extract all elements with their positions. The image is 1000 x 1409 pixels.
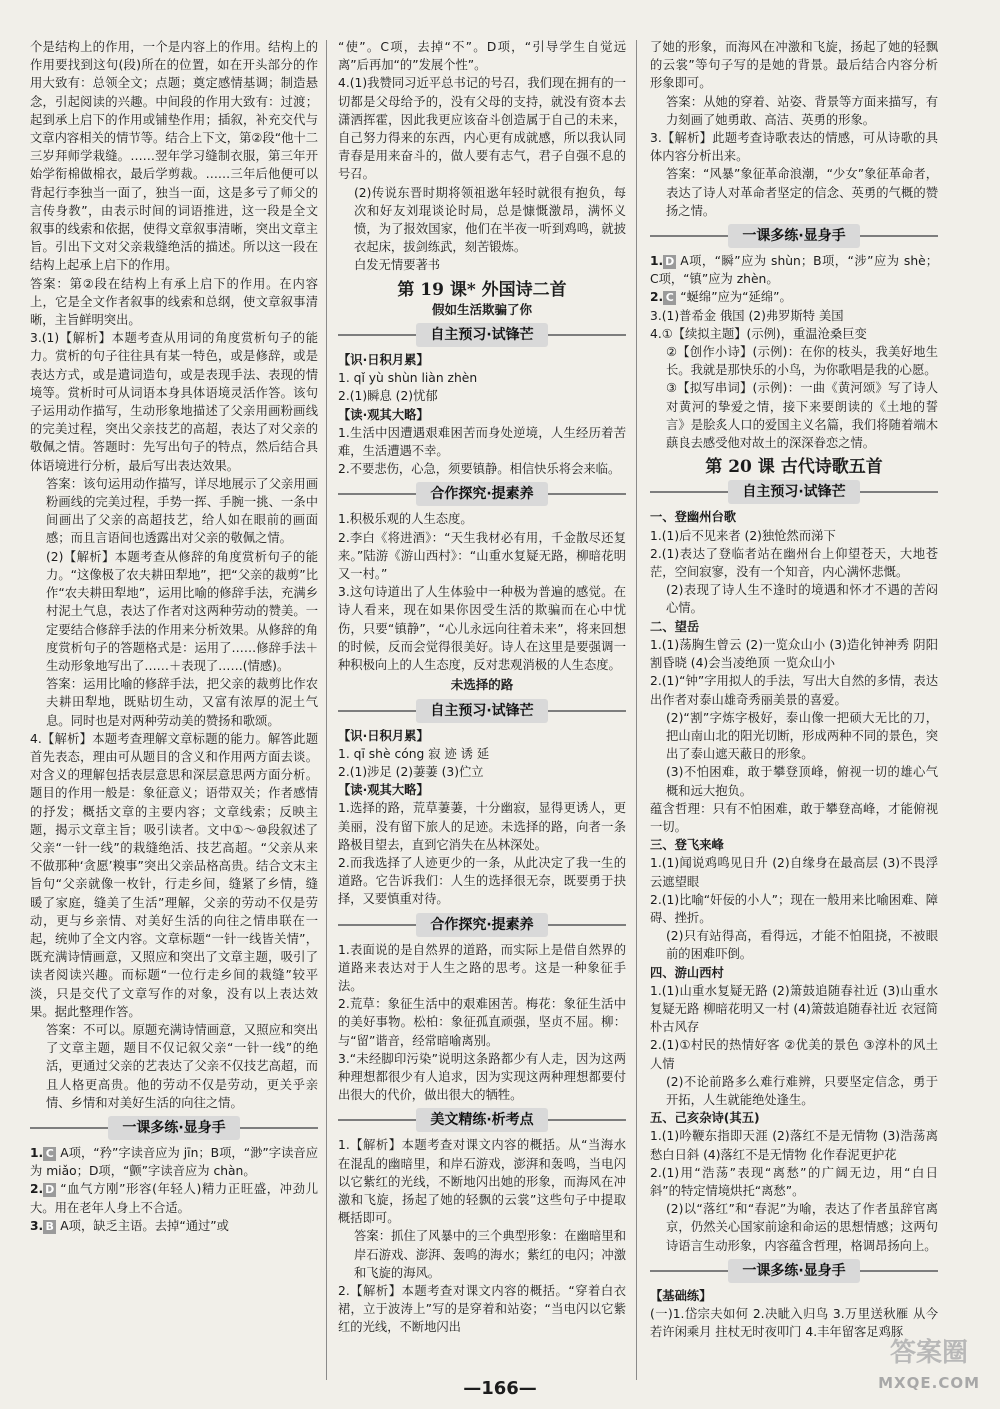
answer-line: 1.(1)后不见来者 (2)独怆然而涕下 [650,528,836,543]
answer-line: 2.(1)表达了登临者站在幽州台上仰望苍天，大地苍茫，空间寂寥，没有一个知音，内心满怀悲慨。 [650,546,938,580]
section-banner [650,224,938,248]
poem-title: 假如生活欺骗了你 [431,301,532,317]
answer-line: 1.选择的路，荒草萋萋，十分幽寂，显得更诱人，更美丽，没有留下旅人的足迹。未选择的路，向者一条路极目望去，直到它消失在丛林深处。 [338,801,626,852]
answer-choice-box: B [43,1220,56,1234]
answer-line: 1.(1)荡胸生曾云 (2)一览众山小 (3)造化钟神秀 阴阳割昏晓 (4)会当凌绝顶 一览众山小 [650,637,938,671]
poem-section-heading: 五、己亥杂诗(其五) [650,1111,760,1126]
banner-label: 自主预习·试锋芒 [728,480,859,504]
answer-line: 2.不要悲伤，心急，须要镇静。相信快乐将会来临。 [338,462,621,477]
answer-line: 2.(1)用“浩荡”表现“离愁”的广阔无边，用“白日斜”的特定情境烘托“离愁”。 [650,1165,938,1198]
subsection-heading: 【基础练】 [650,1288,712,1303]
section-banner [338,699,626,723]
poem-title: 未选择的路 [450,677,514,693]
column-right [650,38,938,1341]
answer-line: 1.(1)吟鞭东指即天涯 (2)落红不是无情物 (3)浩荡离愁白日斜 (4)落红不是无情物 化作春泥更护花 [650,1129,938,1162]
answer-line: 2.【解析】本题考查对课文内容的概括。“穿着白衣裙，立于波涛上”写的是穿着和站姿；“当电闪以它紫红的光线，不断地闪出 [338,1283,626,1335]
banner-label: 一课多练·显身手 [728,1259,859,1283]
answer-choice-box: C [43,1147,56,1161]
poem-section-heading: 三、登飞来峰 [650,838,724,853]
banner-label: 一课多练·显身手 [728,224,859,248]
answer-paragraph: 答案：该句运用动作描写，详尽地展示了父亲用画粉画线的完美过程，手势一挥、手腕一挑、一条中间画出了父亲的高超技艺，给人如在眼前的画面感；而且言语间也透露出对父亲的敬佩之情。 [46,476,318,546]
answer-line: 2.(1)比喻“奸佞的小人”；现在一般用来比喻困难、障碍、挫折。 [650,892,938,925]
answer-line: (2)不论前路多么难行难辨，只要坚定信念，勇于开拓，人生就能绝处逢生。 [666,1074,938,1107]
answer-paragraph: 答案：不可以。原题充满诗情画意，又照应和突出了文章主题，题目不仅记叙父亲“一针一线”的绝活，更通过父亲的艺表达了父亲不仅技艺高超，而且人格更高贵。他的劳动不仅是劳动，更关乎亲情、乡情和对美好生活的向往之情。 [46,1022,318,1110]
column-divider [636,40,637,1380]
answer-line: 1.生活中因遭遇艰难困苦而身处逆境，人生经历着苦难，生活遭遇不幸。 [338,425,626,459]
answer-line: 1.表面说的是自然界的道路，而实际上是借自然界的道路来表达对于人生之路的思考。这是一种象征手法。 [338,942,626,993]
lesson-title: 第 20 课 古代诗歌五首 [705,457,883,478]
answer-paragraph: 答案：第②段在结构上有承上启下的作用。在内容上，它是全文作者叙事的线索和总纲，使文章叙事清晰，主旨鲜明突出。 [30,276,318,328]
section-banner [650,480,938,504]
subsection-heading: 【读·观其大略】 [338,783,429,798]
answer-line: 1.积极乐观的人生态度。 [338,512,473,527]
paragraph: (2)【解析】本题考查从修辞的角度赏析句子的能力。“这像极了农夫耕田犁地”，把“父亲的裁剪”比作“农夫耕田犁地”，运用比喻的修辞手法，充满乡村泥土气息，表达了作者对这两种劳动的赞美。一定要结合修辞手法的作用来分析效果。从修辞的角度赏析句子的答题格式是：运用了……修辞手法＋生动形象地写出了……＋表现了……(情感)。 [46,549,318,673]
answer-line: 3.(1)普希金 俄国 (2)弗罗斯特 美国 [650,308,844,323]
answer-choice-box: D [665,255,675,269]
answer-choice-box: D [45,1183,55,1197]
paragraph: (2)传说东晋时期将领祖逖年轻时就很有抱负，每次和好友刘琨谈论时局，总是慷慨激昂，满怀义愤，为了报效国家，他们在半夜一听到鸡鸣，就披衣起床，拔剑练武，刻苦锻炼。 [354,185,626,255]
section-banner [338,1108,626,1132]
answer-line: 2.(1)瞬息 (2)忧郁 [338,389,438,404]
section-banner [338,323,626,347]
section-banner [338,482,626,506]
answer-line: 4.①【续拟主题】(示例)，重温沧桑巨变 [650,326,867,341]
answer-line: (3)不怕困难，敢于攀登顶峰，俯视一切的雄心气概和远大抱负。 [666,765,938,798]
answer-line: ③【拟写串词】(示例)：一曲《黄河颂》写了诗人对黄河的挚爱之情，接下来要朗读的《土地的誓言》是脍炙人口的爱国主义名篇，我们将随着端木蕻良去感受他对故土的深深眷恋之情。 [666,381,938,451]
answer-item: 2. D “血气方刚”形容(年轻人)精力正旺盛，冲劲儿大。用在老年人身上不合适。 [30,1182,318,1215]
answer-line: 2.(1)①村民的热情好客 ②优美的景色 ③淳朴的风土人情 [650,1038,938,1071]
answer-paragraph: 答案：抓住了风暴中的三个典型形象：在幽暗里和岸石游戏、澎湃、轰鸣的海水；紫红的电闪；冲激和飞旋的海风。 [354,1229,626,1280]
column-middle [338,38,626,1337]
subsection-heading: 【读·观其大略】 [338,407,429,422]
banner-label: 自主预习·试锋芒 [416,699,547,723]
poem-section-heading: 一、登幽州台歌 [650,510,737,525]
answer-item: 3. B A项，缺乏主语。去掉“通过”或 [30,1218,229,1233]
column-left [30,38,318,1235]
banner-label: 自主预习·试锋芒 [416,323,547,347]
answer-line: (2)以“落红”和“春泥”为喻，表达了作者虽辞官离京，仍然关心国家前途和命运的思想情感；这两句诗语言生动形象，内容蕴含哲理，格调昂扬向上。 [666,1202,938,1253]
paragraph: 3.【解析】此题考查诗歌表达的情感，可从诗歌的具体内容分析出来。 [650,131,938,164]
paragraph: “使”。C项，去掉“不”。D项，“引导学生自觉远离”后再加“的”发展个性”。 [338,40,626,73]
answer-item: 2. C “蜒绵”应为“延绵”。 [650,290,792,305]
banner-label: 一课多练·显身手 [108,1116,239,1140]
section-banner [338,913,626,937]
answer-paragraph: 答案：从她的穿着、站姿、背景等方面来描写，有力刻画了她勇敢、高洁、英勇的形象。 [666,94,938,127]
paragraph: 白发无情要著书 [354,258,441,273]
poem-section-heading: 四、游山西村 [650,965,724,980]
answer-line: 1. qǐ yù shùn liàn zhèn [338,371,478,386]
subsection-heading: 【识·日积月累】 [338,353,429,368]
answer-item: 1. D A项，“瞬”应为 shùn；B项，“涉”应为 shè；C项，“镇”应为 zhèn。 [650,254,938,287]
answer-line: 1.(1)闻说鸡鸣见日升 (2)自缘身在最高层 (3)不畏浮云遮望眼 [650,856,938,889]
paragraph: 4.【解析】本题考查理解文章标题的能力。解答此题首先表态，理由可从题目的含义和作用两方面去谈。对含义的理解包括表层意思和深层意思两方面分析。题目的作用一般是：象征意义；语带双关；作者感情的抒发；概括文章的主要内容；文章线索；反映主题，揭示文章主旨；吸引读者。文中①～⑩段叙述了父亲“一针一线”的栽缝绝活、技艺高超。“父亲从来不做那种‘贪愿’糗事”突出父亲品格高贵。结合文末主旨句“父亲就像一枚针，行走乡间，缝紧了乡情，缝暖了家庭，缝美了生活”理解，父亲的劳动不仅是劳动，更与乡亲情、对美好生活的向往之情串联在一起，统帅了全文内容。文章标题“一针一线皆关情”，既充满诗情画意，又照应和突出了文章主题，吸引了读者阅读兴趣。而标题“一位行走乡间的栽缝”较平淡，只是交代了文章写作的对象，没有以上表达效果。据此整理作答。 [30,731,318,1019]
answer-paragraph: 答案：“风暴”象征革命浪潮，“少女”象征革命者，表达了诗人对革命者坚定的信念、英勇的气概的赞扬之情。 [666,167,938,218]
answer-line: 2.(1)涉足 (2)萋萋 (3)伫立 [338,764,484,779]
watermark-name: 答案圈 [890,1338,969,1368]
answer-line: 蕴含哲理：只有不怕困难，敢于攀登高峰，才能俯视一切。 [650,801,938,834]
answer-line: 1.【解析】本题考查对课文内容的概括。从“当海水在混乱的幽暗里，和岸石游戏，澎湃和轰鸣，当电闪以它紫红的光线，不断地闪出她的形象，而海风在冲激和飞旋，扬起了她的轻飘的云裳”这些句子中提取概括即可。 [338,1138,626,1226]
watermark-logo [878,1338,980,1398]
banner-label: 合作探究·提素养 [416,482,547,506]
page-number: —166— [463,1378,537,1399]
poem-section-heading: 二、望岳 [650,619,700,634]
lesson-title: 第 19 课* 外国诗二首 [397,279,567,300]
answer-choice-box: C [663,291,676,305]
answer-item: 1. C A项，“矜”字读音应为 jīn；B项，“渺”字读音应为 miǎo；D项，“颤”字读音应为 chàn。 [30,1145,318,1179]
paragraph: 4.(1)我赞同习近平总书记的号召，我们现在拥有的一切都是父母给予的，没有父母的支持，就没有资本去潇洒挥霍，因此我更应该奋斗创造属于自己的未来，自己努力得来的东西，内心更有成就感，所以我认同青春是用来奋斗的，做人要有志气，君子自强不息的号召。 [338,76,626,182]
section-banner [30,1116,318,1140]
banner-label: 合作探究·提素养 [416,913,547,937]
paragraph: 了她的形象，而海风在冲激和飞旋，扬起了她的轻飘的云裳”等句子写的是她的背景。最后结合内容分析形象即可。 [650,40,938,91]
section-banner [650,1259,938,1283]
answer-line: 2.(1)“钟”字用拟人的手法，写出大自然的多情，表达出作者对泰山雄奇秀丽美景的喜爱。 [650,674,938,707]
answer-line: (2)“割”字炼字极好，泰山像一把硕大无比的刀，把山南山北的阳光切断，形成两种不同的景色，突出了泰山遮天蔽日的形象。 [666,710,938,762]
answer-line: ②【创作小诗】(示例)：在你的枝头，我美好地生长。我就是那快乐的小鸟，为你歌唱是我的心愿。 [666,345,938,378]
column-divider [326,40,327,1380]
watermark-url: MXQE.COM [878,1374,980,1392]
answer-line: (2)表现了诗人生不逢时的境遇和怀才不遇的苦闷心情。 [666,583,938,616]
answer-line: (2)只有站得高，看得远，才能不怕阻挠，不被眼前的困难吓倒。 [666,929,938,962]
answer-line: 2.李白《将进酒》：“天生我材必有用，千金散尽还复来。”陆游《游山西村》：“山重水复疑无路，柳暗花明又一村。” [338,530,626,582]
answer-paragraph: 答案：运用比喻的修辞手法，把父亲的裁剪比作农夫耕田犁地，既贴切生动，又富有浓厚的泥土气息。同时也是对两种劳动美的赞扬和歌颂。 [46,677,318,728]
paragraph: 3.(1)【解析】本题考查从用词的角度赏析句子的能力。赏析的句子往往具有某一特色，或是修辞，或是表达方式，或是遣词造句，或是表现手法、表现的情境等。赏析时可从词语本身具体语境灵活作答。该句子运用动作描写，生动形象地描述了父亲用画粉画线的完美过程，突出父亲技艺的高超，表达了对父亲的敬佩之情。答题时：先写出句子的特点，然后结合具体语境进行分析，最后写出表达效果。 [30,331,318,473]
answer-line: 2.而我选择了人迹更少的一条，从此决定了我一生的道路。它告诉我们：人生的选择很无奈，既要勇于抉择，又要慎重对待。 [338,855,626,907]
answer-line: 3.“未经脚印污染”说明这条路都少有人走，因为这两种理想都很少有人追求，因为实现这两种理想都要付出很大的代价，做出很大的牺牲。 [338,1051,626,1103]
answer-line: 1.(1)山重水复疑无路 (2)箫鼓追随春社近 (3)山重水复疑无路 柳暗花明又一村 (4)箫鼓追随春社近 衣冠简朴古风存 [650,983,938,1035]
answer-line: 3.这句诗道出了人生体验中一种极为普遍的感觉。在诗人看来，现在如果你因受生活的欺骗而在心中忧伤，只要“镇静”，“心儿永远向往着未来”，将来回想的时候，反而会觉得很美好。诗人在这里是要强调一种积极向上的人生态度，反对悲观消极的人生态度。 [338,585,626,673]
answer-line: (一)1.岱宗夫如何 2.决眦入归鸟 3.万里送秋雁 从今若许闲乘月 拄杖无时夜叩门 4.丰年留客足鸡豚 [650,1307,938,1340]
paragraph: 个是结构上的作用，一个是内容上的作用。结构上的作用要找到这句(段)所在的位置，如在开头部分的作用大致有：总领全文；点题；奠定感情基调；制造悬念，引起阅读的兴趣。中间段的作用大致有：过渡；起到承上启下的作用或铺垫作用；插叙，补充交代与文章内容相关的情节等。结合上下文，第②段“他十二三岁拜师学栽缝。……翌年学习缝制衣服，第三年开始学衔棉做棉衣，最后学剪裁。……三年后他便可以背起行李独当一面了，独当一面，这是多亏了师父的言传身教”，由表示时间的词语推进，这一段是全文叙事的线索和依据，使得文章叙事清晰，突出文章主旨。引出下文对父亲栽缝绝活的描述。所以这一段在结构上起承上启下的作用。 [30,40,318,273]
banner-label: 美文精练·析考点 [416,1108,547,1132]
answer-line: 2.荒草：象征生活中的艰难困苦。梅花：象征生活中的美好事物。松柏：象征孤直顽强，坚贞不屈。柳：与“留”谐音，经常暗喻离别。 [338,997,626,1048]
subsection-heading: 【识·日积月累】 [338,728,429,743]
answer-line: 1. qī shè cóng 寂 迹 诱 延 [338,746,490,761]
